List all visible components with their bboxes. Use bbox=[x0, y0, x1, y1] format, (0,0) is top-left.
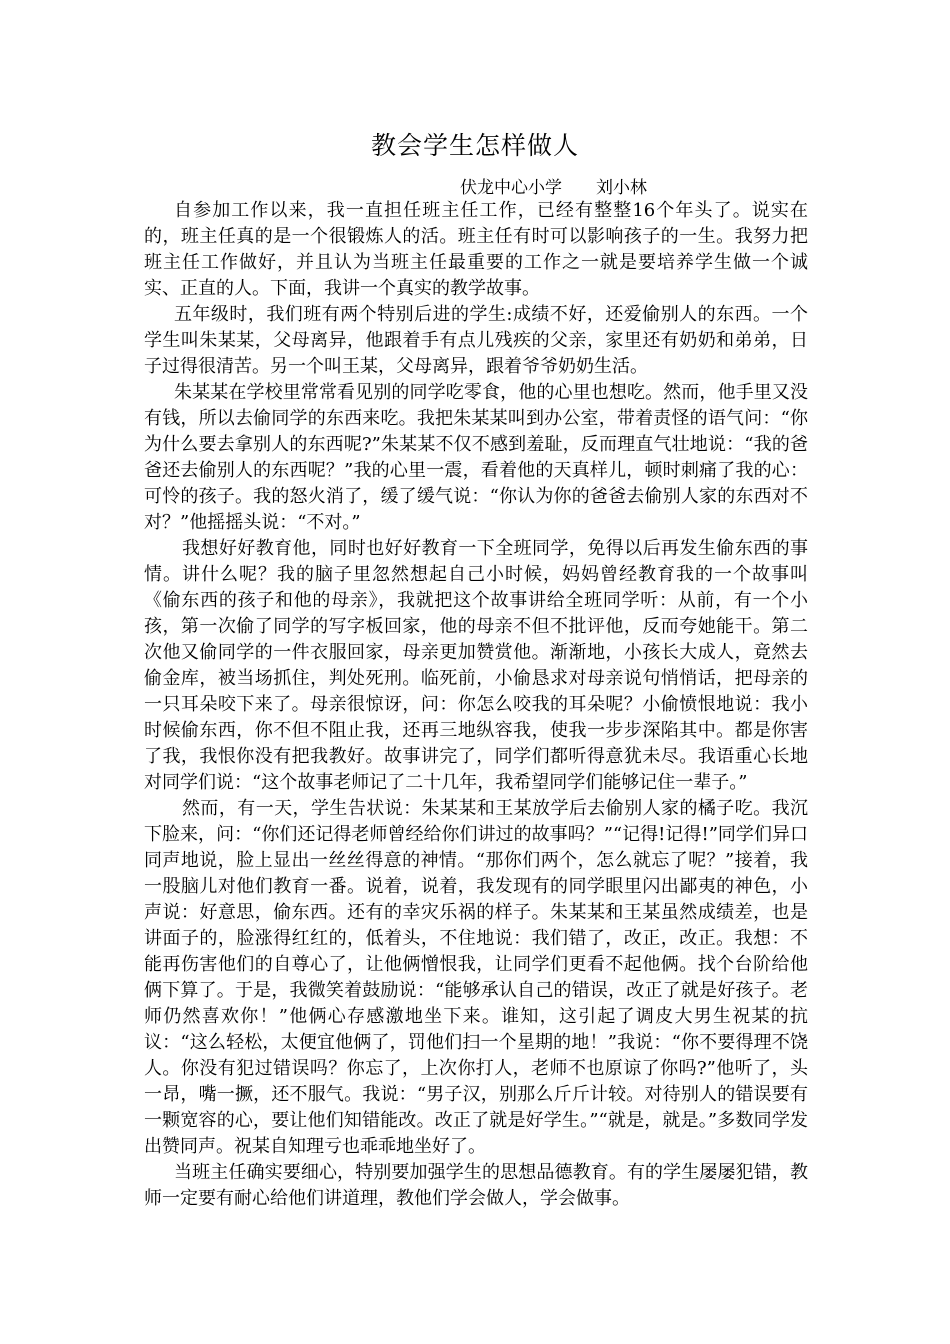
paragraph: 朱某某在学校里常常看见别的同学吃零食，他的心里也想吃。然而，他手里又没有钱，所以去偷同学的东西来吃。我把朱某某叫到办公室，带着责怪的语气问：“你为什么要去拿别人的东西呢?”朱某某不仅不感到羞耻，反而理直气壮地说：“我的爸爸还去偷别人的东西呢？”我的心里一震，看着他的天真样儿，顿时刺痛了我的心：可怜的孩子。我的怒火消了，缓了缓气说：“你认为你的爸爸去偷别人家的东西对不对？”他摇摇头说：“不对。” bbox=[144, 382, 808, 533]
document-title: 教会学生怎样做人 bbox=[370, 131, 579, 160]
paragraph: 自参加工作以来，我一直担任班主任工作，已经有整整16个年头了。说实在的，班主任真的是一个很锻炼人的活。班主任有时可以影响孩子的一生。我努力把班主任工作做好，并且认为当班主任最重要的工作之一就是要培养学生做一个诚实、正直的人。下面，我讲一个真实的教学故事。 bbox=[144, 200, 808, 299]
author-byline: 伏龙中心小学 刘小林 bbox=[460, 178, 647, 198]
paragraph: 当班主任确实要细心，特别要加强学生的思想品德教育。有的学生屡屡犯错，教师一定要有耐心给他们讲道理，教他们学会做人，学会做事。 bbox=[144, 1162, 808, 1209]
paragraph: 我想好好教育他，同时也好好教育一下全班同学，免得以后再发生偷东西的事情。讲什么呢？我的脑子里忽然想起自己小时候，妈妈曾经教育我的一个故事叫《偷东西的孩子和他的母亲》，我就把这个故事讲给全班同学听：从前，有一个小孩，第一次偷了同学的写字板回家，他的母亲不但不批评他，反而夸她能干。第二次他又偷同学的一件衣服回家，母亲更加赞赏他。渐渐地，小孩长大成人，竟然去偷金库，被当场抓住，判处死刑。临死前，小偷恳求对母亲说句悄悄话，把母亲的一只耳朵咬下来了。母亲很惊讶，问：你怎么咬我的耳朵呢？小偷愤恨地说：我小时候偷东西，你不但不阻止我，还再三地纵容我，使我一步步深陷其中。都是你害了我，我恨你没有把我教好。故事讲完了，同学们都听得意犹未尽。我语重心长地对同学们说：“这个故事老师记了二十几年，我希望同学们能够记住一辈子。” bbox=[144, 538, 808, 793]
paragraph: 五年级时，我们班有两个特别后进的学生:成绩不好，还爱偷别人的东西。一个学生叫朱某某，父母离异，他跟着手有点儿残疾的父亲，家里还有奶奶和弟弟，日子过得很清苦。另一个叫王某，父母离异，跟着爷爷奶奶生活。 bbox=[144, 304, 808, 377]
paragraph: 然而，有一天，学生告状说：朱某某和王某放学后去偷别人家的橘子吃。我沉下脸来，问：“你们还记得老师曾经给你们讲过的故事吗？”“记得!记得!”同学们异口同声地说，脸上显出一丝丝得意的神情。“那你们两个，怎么就忘了呢？”接着，我一股脑儿对他们教育一番。说着，说着，我发现有的同学眼里闪出鄙夷的神色，小声说：好意思，偷东西。还有的幸灾乐祸的样子。朱某某和王某虽然成绩差，也是讲面子的，脸涨得红红的，低着头，不住地说：我们错了，改正，改正。我想：不能再伤害他们的自尊心了，让他俩憎恨我，让同学们更看不起他俩。找个台阶给他俩下算了。于是，我微笑着鼓励说：“能够承认自己的错误，改正了就是好孩子。老师仍然喜欢你！”他俩心存感激地坐下来。谁知，这引起了调皮大男生祝某的抗议：“这么轻松，太便宜他俩了，罚他们扫一个星期的地！”我说：“你不要得理不饶人。你没有犯过错误吗？你忘了，上次你打人，老师不也原谅了你吗?”他听了，头一昂，嘴一撅，还不服气。我说：“男子汉，别那么斤斤计较。对待别人的错误要有一颗宽容的心，要让他们知错能改。改正了就是好学生。”“就是，就是。”多数同学发出赞同声。祝某自知理亏也乖乖地坐好了。 bbox=[144, 798, 808, 1157]
document-body bbox=[144, 198, 808, 1212]
